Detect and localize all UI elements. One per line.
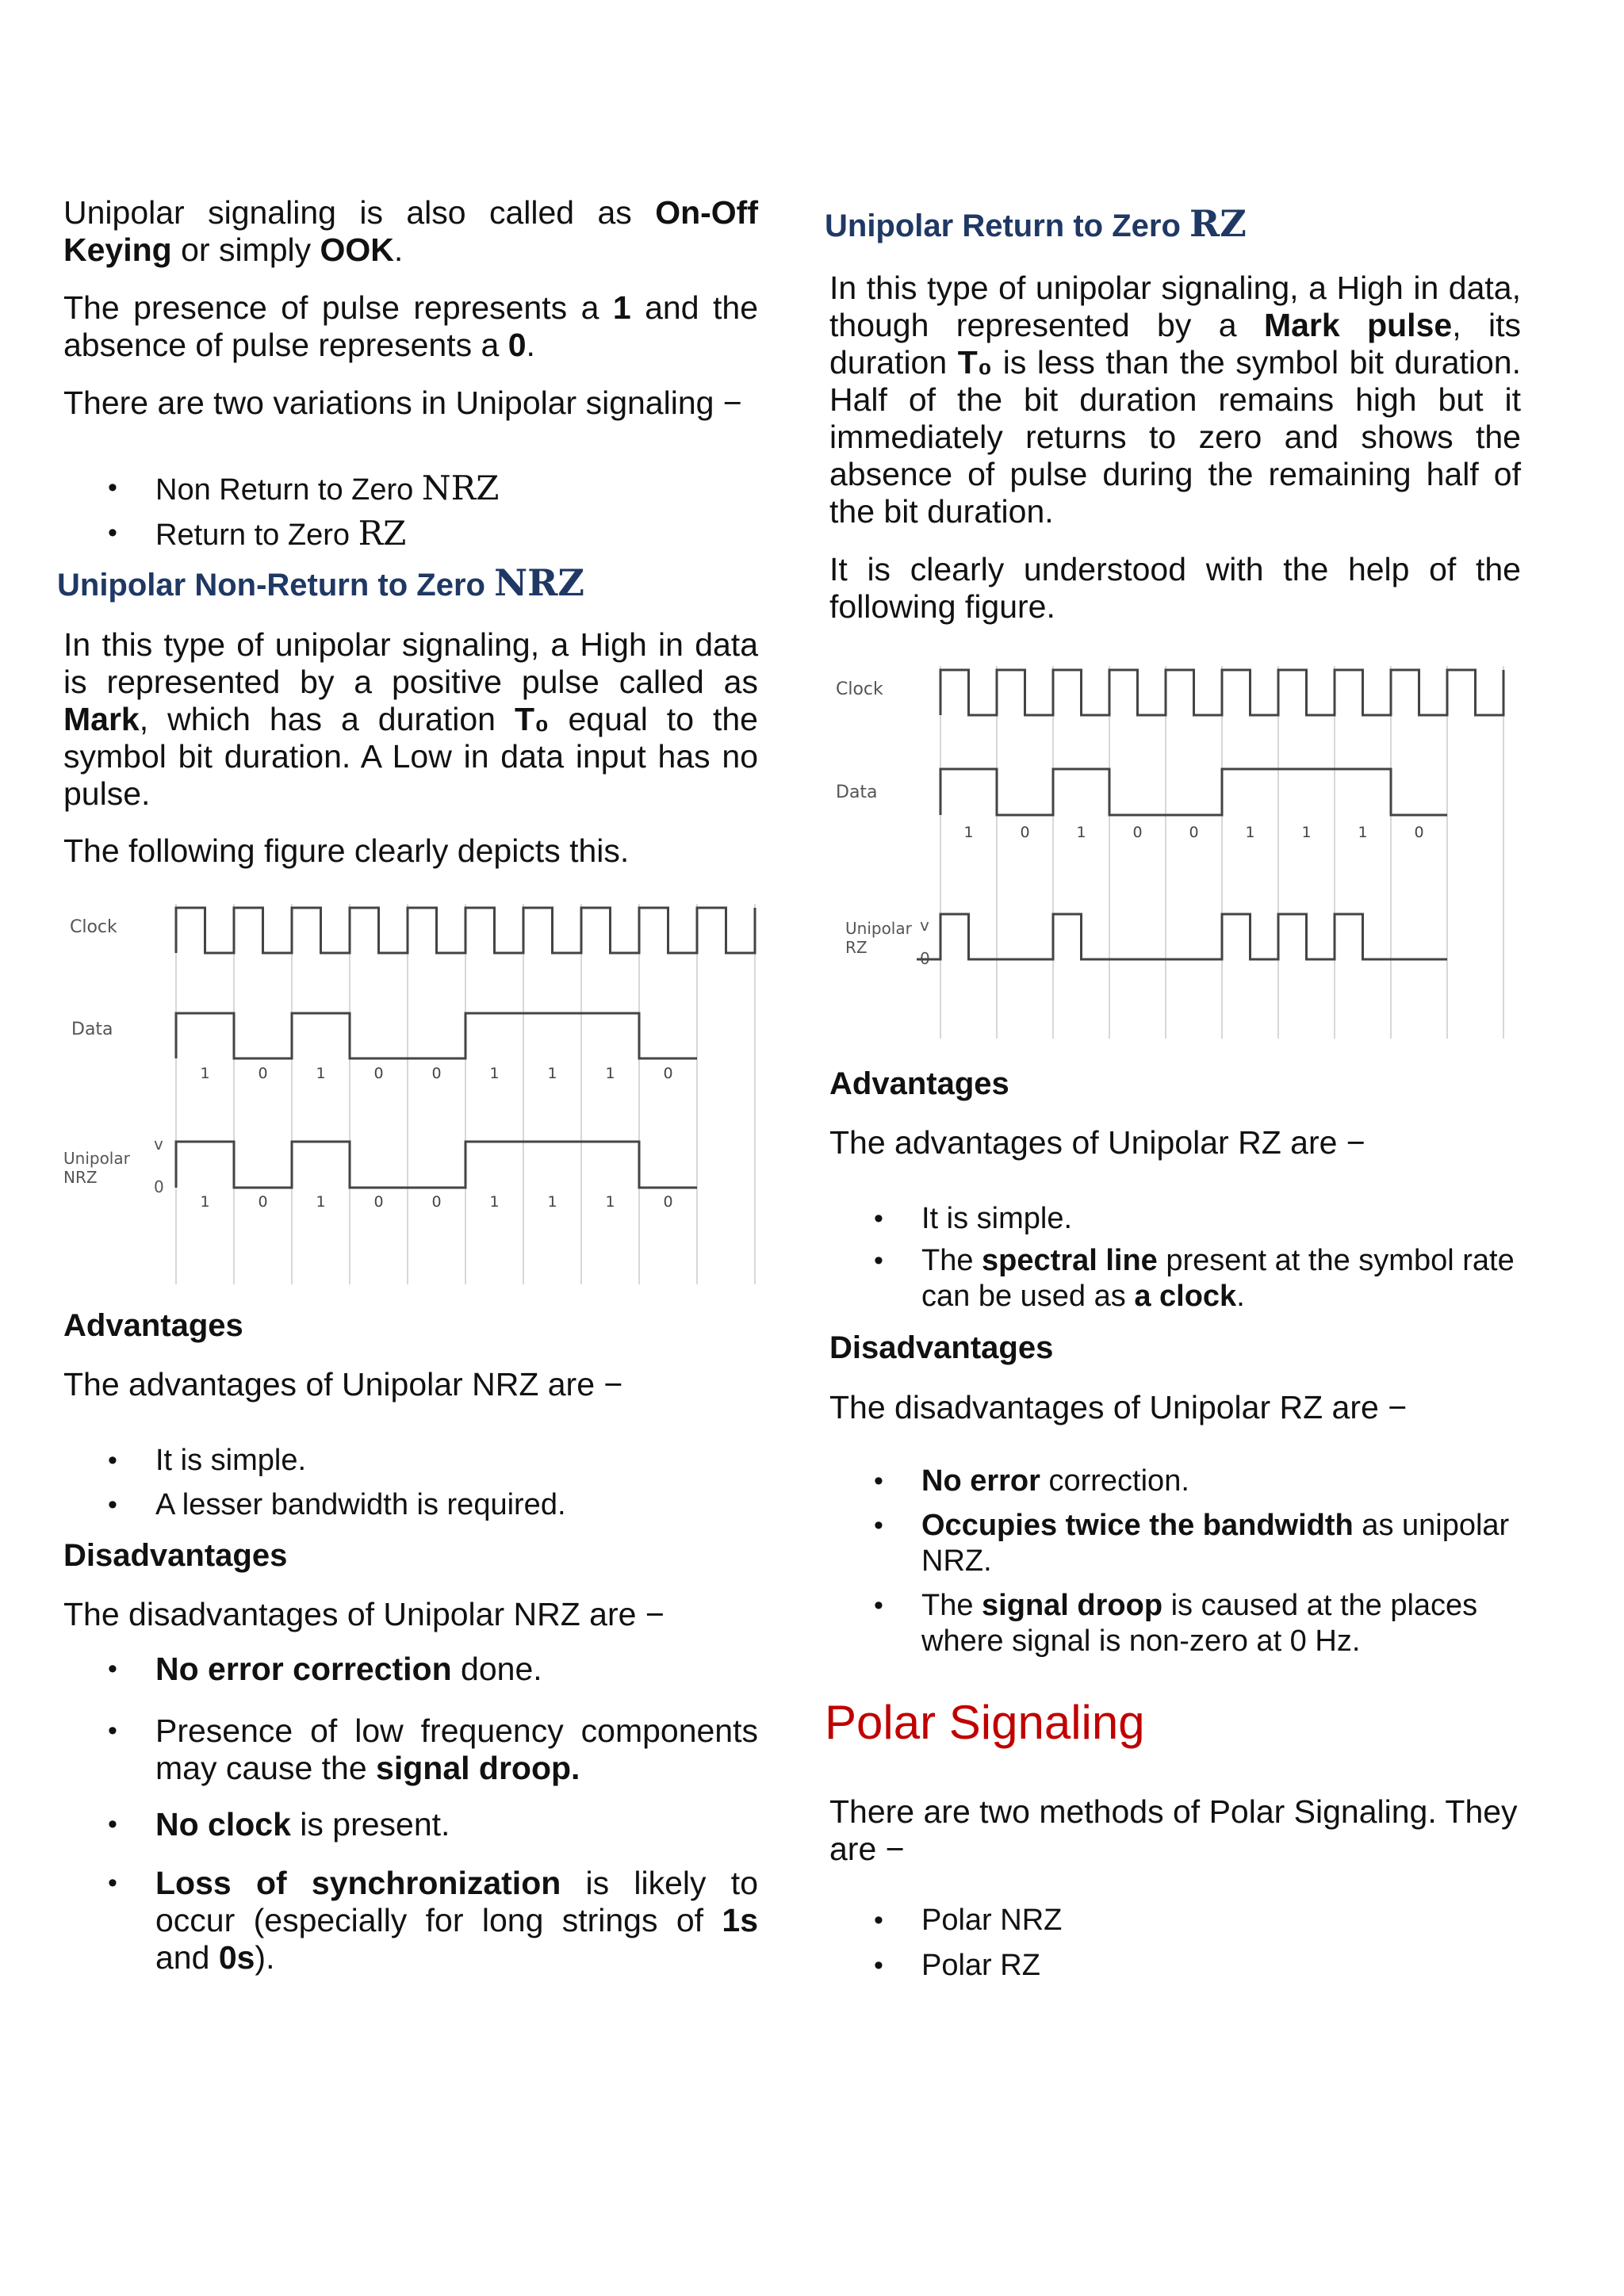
bit-label: 0 <box>258 1065 268 1082</box>
list-item: • Non Return to Zero NRZ <box>155 470 499 508</box>
bit-label: 0 <box>1189 824 1199 841</box>
bit-label: 1 <box>316 1065 326 1082</box>
bit-label: 1 <box>316 1193 326 1211</box>
data-label: Data <box>71 1020 113 1039</box>
bit-label: 0 <box>431 1065 442 1082</box>
bit-label: 1 <box>1076 824 1086 841</box>
list-item: • No error correction done. <box>155 1651 758 1688</box>
clock-label: Clock <box>836 679 883 699</box>
rz-timing-diagram <box>829 650 1527 1039</box>
data-label: Data <box>836 783 878 802</box>
v-label: v <box>154 1135 163 1154</box>
bit-label: 1 <box>200 1065 210 1082</box>
nrz-heading: Unipolar Non-Return to Zero NRZ <box>57 561 584 604</box>
rz-heading: Unipolar Return to Zero RZ <box>825 202 1247 245</box>
bit-label: 1 <box>963 824 974 841</box>
polar-intro: There are two methods of Polar Signaling. They are − <box>829 1793 1518 1867</box>
bit-label: 1 <box>547 1065 557 1082</box>
bit-label: 0 <box>663 1065 673 1082</box>
bit-label: 0 <box>663 1193 673 1211</box>
bit-label: 1 <box>1358 824 1368 841</box>
nrz-paragraph: In this type of unipolar signaling, a High in data is represented by a positive pulse called as Mark, which has a duration T₀ equal to the symbol bit duration. A Low in data input has no pulse. <box>63 626 758 812</box>
bit-label: 1 <box>200 1193 210 1211</box>
bit-label: 1 <box>605 1193 615 1211</box>
nrz-timing-diagram <box>63 888 761 1284</box>
list-item: • Loss of synchronization is likely to occur (especially for long strings of 1s and 0s). <box>155 1865 758 1976</box>
bit-label: 0 <box>258 1193 268 1211</box>
list-item: • Presence of low frequency components may cause the signal droop. <box>155 1712 758 1787</box>
presence-paragraph: The presence of pulse represents a 1 and the absence of pulse represents a 0. <box>63 289 758 363</box>
output-signal <box>176 1142 697 1188</box>
output-label-2: NRZ <box>63 1168 98 1187</box>
bit-label: 1 <box>547 1193 557 1211</box>
advantages-intro: The advantages of Unipolar RZ are − <box>829 1124 1365 1161</box>
zero-label: 0 <box>154 1177 164 1196</box>
advantages-intro: The advantages of Unipolar NRZ are − <box>63 1366 623 1402</box>
disadvantages-heading: Disadvantages <box>63 1538 288 1573</box>
advantages-heading: Advantages <box>829 1066 1009 1101</box>
list-item: • Polar RZ <box>921 1948 1040 1984</box>
v-label: v <box>920 916 929 935</box>
list-item: • The spectral line present at the symbol rate can be used as a clock. <box>921 1243 1524 1314</box>
list-item: • Occupies twice the bandwidth as unipolar NRZ. <box>921 1508 1524 1579</box>
list-item: • No error correction. <box>921 1464 1524 1499</box>
bit-label: 0 <box>1132 824 1143 841</box>
bit-label: 0 <box>373 1193 384 1211</box>
bit-label: 0 <box>1020 824 1030 841</box>
bit-label: 1 <box>489 1065 500 1082</box>
data-signal <box>176 1013 697 1058</box>
intro-paragraph: Unipolar signaling is also called as On-Off Keying or simply OOK. <box>63 194 758 268</box>
clock-label: Clock <box>70 917 117 937</box>
bit-label: 0 <box>431 1193 442 1211</box>
rz-paragraph: In this type of unipolar signaling, a High in data, though represented by a Mark pulse, its duration T₀ is less than the symbol bit duration. Half of the bit duration remains high but it immediately returns to zero and shows the absence of pulse during the remaining half of the bit duration. <box>829 270 1521 530</box>
bit-label: 0 <box>1414 824 1424 841</box>
clock-signal <box>176 908 755 953</box>
zero-label: 0 <box>920 949 930 968</box>
list-item: • It is simple. <box>921 1201 1072 1237</box>
variations-paragraph: There are two variations in Unipolar signaling − <box>63 385 742 421</box>
list-item: • Polar NRZ <box>921 1903 1062 1938</box>
figure-intro: The following figure clearly depicts this. <box>63 832 630 869</box>
disadvantages-heading: Disadvantages <box>829 1330 1054 1365</box>
output-label-1: Unipolar <box>63 1149 130 1168</box>
disadvantages-intro: The disadvantages of Unipolar RZ are − <box>829 1389 1408 1425</box>
disadvantages-intro: The disadvantages of Unipolar NRZ are − <box>63 1596 665 1632</box>
list-item: • No clock is present. <box>155 1806 758 1843</box>
list-item: • A lesser bandwidth is required. <box>155 1487 566 1523</box>
bit-label: 1 <box>1301 824 1312 841</box>
bit-label: 1 <box>489 1193 500 1211</box>
list-item: • It is simple. <box>155 1443 306 1479</box>
bit-label: 1 <box>1245 824 1255 841</box>
clock-signal <box>940 670 1503 715</box>
list-item: • The signal droop is caused at the places where signal is non-zero at 0 Hz. <box>921 1588 1524 1659</box>
list-item: • Return to Zero RZ <box>155 515 406 553</box>
bit-label: 0 <box>373 1065 384 1082</box>
polar-signaling-title: Polar Signaling <box>825 1696 1145 1749</box>
bit-label: 1 <box>605 1065 615 1082</box>
output-label-1: Unipolar <box>845 919 912 938</box>
figure-intro: It is clearly understood with the help of the following figure. <box>829 551 1521 625</box>
data-signal <box>940 769 1447 815</box>
grid-lines <box>940 666 1503 1039</box>
grid-lines <box>176 904 755 1284</box>
output-label-2: RZ <box>845 938 868 957</box>
advantages-heading: Advantages <box>63 1308 243 1343</box>
